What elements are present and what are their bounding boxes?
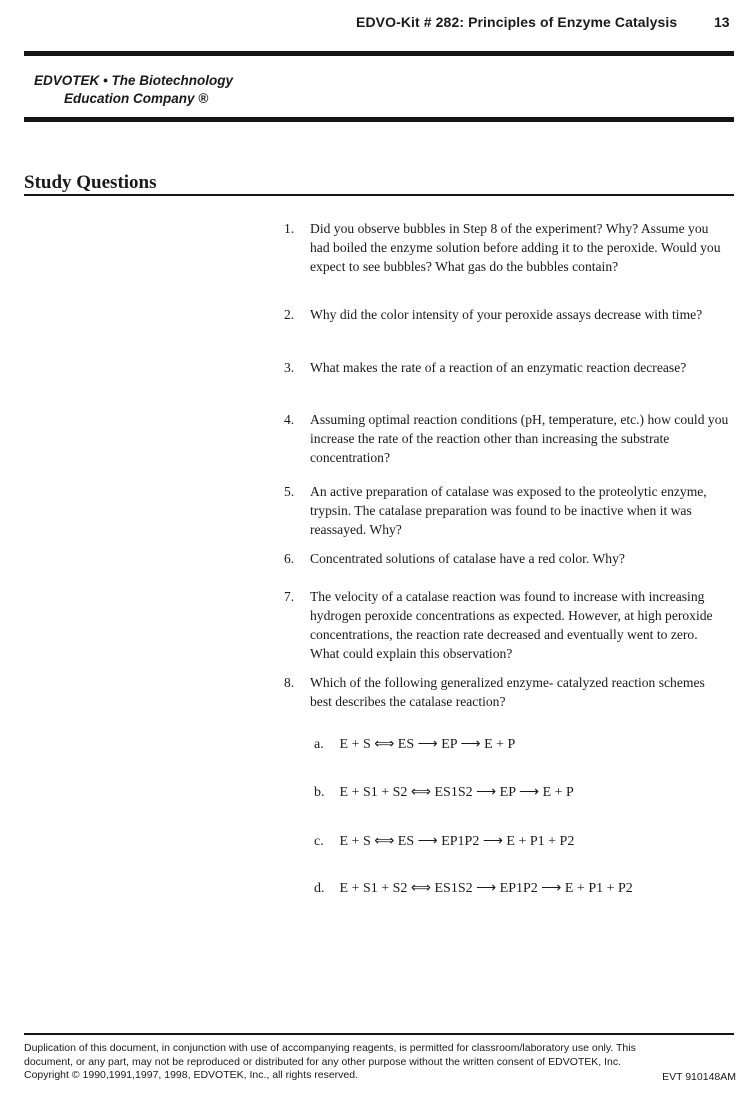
question-number: 1. <box>284 221 295 236</box>
question-text: Concentrated solutions of catalase have a red color. Why? <box>310 551 625 566</box>
question-1 <box>284 219 730 276</box>
question-8 <box>284 673 730 711</box>
question-number: 4. <box>284 412 295 427</box>
header-title: EDVO-Kit # 282: Principles of Enzyme Catalysis <box>356 14 678 30</box>
scheme-equation: E + S1 + S2 ⟺ ES1S2 ⟶ EP ⟶ E + P <box>339 785 574 800</box>
company-name <box>34 72 233 108</box>
question-number: 5. <box>284 484 295 499</box>
footer-line-1: Duplication of this document, in conjunction with use of accompanying reagents, is permitted for classroom/laboratory use only. This <box>24 1042 636 1054</box>
reaction-scheme-d <box>314 880 633 897</box>
section-title: Study Questions <box>24 172 157 193</box>
question-2 <box>284 305 730 324</box>
footer-line-2: document, or any part, may not be reproduced or distributed for any other purpose without the written consent of EDVOTEK, Inc. <box>24 1055 622 1068</box>
scheme-equation: E + S1 + S2 ⟺ ES1S2 ⟶ EP1P2 ⟶ E + P1 + P2 <box>339 881 633 896</box>
scheme-equation: E + S ⟺ ES ⟶ EP ⟶ E + P <box>339 737 516 752</box>
question-7 <box>284 587 730 663</box>
header-divider <box>24 51 734 56</box>
document-code: EVT 910148AM <box>662 1071 736 1083</box>
question-6 <box>284 549 730 568</box>
company-line-1: EDVOTEK • The Biotechnology <box>34 73 233 88</box>
question-5 <box>284 482 730 539</box>
question-text: Why did the color intensity of your peroxide assays decrease with time? <box>310 307 703 322</box>
scheme-letter: c. <box>314 834 324 849</box>
question-text: An active preparation of catalase was exposed to the proteolytic enzyme, trypsin. The catalase preparation was found to be inactive when it was reassayed. Why? <box>310 484 707 537</box>
page-number: 13 <box>714 14 730 30</box>
scheme-equation: E + S ⟺ ES ⟶ EP1P2 ⟶ E + P1 + P2 <box>339 834 575 849</box>
question-number: 8. <box>284 675 295 690</box>
footer-copyright: Copyright © 1990,1991,1997, 1998, EDVOTEK, Inc., all rights reserved. <box>24 1069 359 1081</box>
question-number: 2. <box>284 307 295 322</box>
footer-notice <box>24 1042 736 1083</box>
question-text: What makes the rate of a reaction of an enzymatic reaction decrease? <box>310 360 687 375</box>
company-line-2: Education Company ® <box>64 91 209 106</box>
company-divider <box>24 117 734 122</box>
footer-divider <box>24 1033 734 1035</box>
question-text: Did you observe bubbles in Step 8 of the experiment? Why? Assume you had boiled the enzyme solution before adding it to the peroxide. Would you expect to see bubbles? What gas do the bubbles contain? <box>310 221 721 274</box>
question-text: Assuming optimal reaction conditions (pH, temperature, etc.) how could you increase the rate of the reaction other than increasing the substrate concentration? <box>310 412 729 465</box>
question-number: 6. <box>284 551 295 566</box>
scheme-letter: d. <box>314 881 325 896</box>
question-4 <box>284 410 730 467</box>
scheme-letter: b. <box>314 785 325 800</box>
question-number: 7. <box>284 589 295 604</box>
reaction-scheme-c <box>314 833 574 850</box>
reaction-scheme-b <box>314 784 574 801</box>
question-text: The velocity of a catalase reaction was found to increase with increasing hydrogen peroxide concentrations as expected. However, at high peroxide concentrations, the reaction rate decreased and eventually went to zero. What could explain this observation? <box>310 589 713 661</box>
reaction-scheme-a <box>314 736 515 753</box>
question-3 <box>284 358 730 377</box>
question-text: Which of the following generalized enzyme- catalyzed reaction schemes best describes the catalase reaction? <box>310 675 705 709</box>
question-number: 3. <box>284 360 295 375</box>
section-divider <box>24 194 734 196</box>
scheme-letter: a. <box>314 737 324 752</box>
